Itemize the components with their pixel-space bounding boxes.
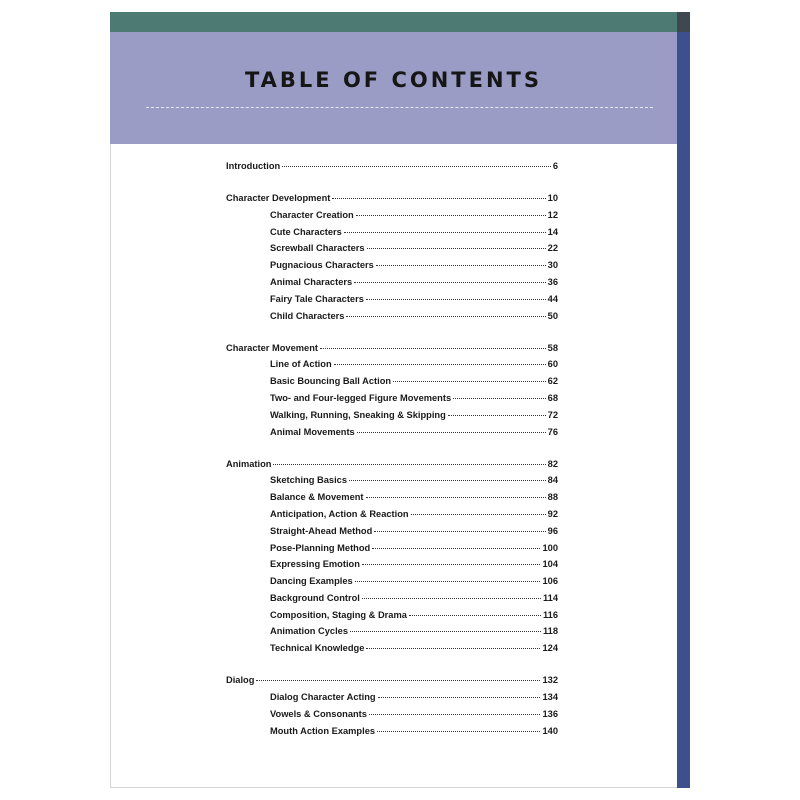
toc-section-entry [226, 675, 558, 692]
toc-entry-page-number: 82 [547, 458, 558, 469]
toc-entry-title: Character Development [226, 192, 331, 203]
dot-leader [372, 548, 540, 549]
dot-leader [367, 248, 546, 249]
toc-entry-title: Child Characters [270, 310, 345, 321]
toc-subsection-entry [226, 726, 558, 743]
toc-section-entry [226, 459, 558, 476]
dot-leader [357, 432, 546, 433]
toc-section-entry [226, 343, 558, 360]
toc-entry-page-number: 6 [552, 161, 558, 171]
toc-subsection-entry [226, 509, 558, 526]
toc-entry-title: Vowels & Consonants [270, 708, 367, 719]
toc-subsection-entry [226, 709, 558, 726]
toc-entry-title: Walking, Running, Sneaking & Skipping [270, 409, 446, 420]
toc-entry-page-number: 106 [542, 576, 558, 587]
dot-leader [346, 316, 545, 317]
toc-entry-page-number: 88 [547, 492, 558, 503]
toc-entry-page-number: 118 [543, 626, 558, 637]
dot-leader [362, 564, 541, 565]
toc-section-entry [226, 193, 558, 210]
toc-subsection-entry [226, 260, 558, 277]
toc-entry-title: Pugnacious Characters [270, 260, 374, 271]
dot-leader [366, 299, 546, 300]
dot-leader [256, 680, 540, 681]
toc-entry-title: Animation Cycles [270, 626, 349, 637]
toc-entry-title: Basic Bouncing Ball Action [270, 376, 392, 387]
toc-subsection-entry [226, 610, 558, 627]
toc-entry-page-number: 44 [547, 293, 558, 304]
dot-leader [448, 415, 546, 416]
toc-entry-page-number: 100 [542, 542, 558, 553]
toc-entry-page-number: 76 [547, 426, 558, 437]
dot-leader [376, 265, 546, 266]
toc-entry-page-number: 114 [543, 592, 558, 603]
dot-leader [369, 714, 541, 715]
toc-entry-title: Dancing Examples [270, 576, 353, 587]
toc-entry-page-number: 50 [547, 310, 558, 321]
dot-leader [355, 581, 541, 582]
toc-entry-title: Technical Knowledge [270, 643, 365, 654]
toc-entry-page-number: 124 [542, 643, 558, 654]
toc-subsection-entry [226, 626, 558, 643]
dot-leader [356, 215, 546, 216]
toc-entry-title: Mouth Action Examples [270, 725, 376, 736]
dot-leader [354, 282, 546, 283]
top-color-band [110, 12, 677, 32]
dot-leader [273, 464, 545, 465]
page-title: TABLE OF CONTENTS [244, 68, 543, 92]
toc-entry-title: Two- and Four-legged Figure Movements [270, 392, 452, 403]
dot-leader [320, 348, 546, 349]
toc-subsection-entry [226, 475, 558, 492]
toc-entry-title: Fairy Tale Characters [270, 293, 364, 304]
dot-leader [349, 480, 546, 481]
dot-leader [362, 598, 541, 599]
toc-entry-page-number: 134 [542, 692, 558, 703]
toc-subsection-entry [226, 227, 558, 244]
dot-leader [334, 364, 546, 365]
dot-leader [344, 232, 546, 233]
toc-entry-title: Expressing Emotion [270, 559, 360, 570]
toc-entry-title: Screwball Characters [270, 243, 365, 254]
toc-entry-title: Character Creation [270, 209, 354, 220]
toc-entry-page-number: 10 [547, 192, 558, 203]
toc-entry-page-number: 116 [543, 609, 558, 620]
toc-entry-page-number: 60 [547, 359, 558, 370]
toc-section-entry [226, 161, 558, 178]
toc-entry-title: Cute Characters [270, 226, 342, 237]
toc-entry-title: Animal Characters [270, 276, 353, 287]
toc-entry-title: Composition, Staging & Drama [270, 609, 407, 620]
toc-entry-page-number: 72 [547, 409, 558, 420]
toc-subsection-entry [226, 526, 558, 543]
toc-entry-title: Pose-Planning Method [270, 542, 371, 553]
dashed-divider [146, 107, 653, 108]
toc-entry-title: Animation [226, 458, 272, 469]
dot-leader [332, 198, 545, 199]
toc-subsection-entry [226, 277, 558, 294]
toc-subsection-entry [226, 692, 558, 709]
toc-entry-page-number: 68 [547, 392, 558, 403]
toc-entry-title: Sketching Basics [270, 475, 347, 486]
dot-leader [377, 731, 540, 732]
toc-entry-title: Straight-Ahead Method [270, 525, 373, 536]
toc-entry-title: Anticipation, Action & Reaction [270, 508, 409, 519]
toc-entry-page-number: 36 [547, 276, 558, 287]
toc-subsection-entry [226, 576, 558, 593]
dot-leader [366, 497, 546, 498]
toc-subsection-entry [226, 393, 558, 410]
toc-entry-page-number: 30 [547, 260, 558, 271]
dot-leader [374, 531, 545, 532]
toc-entry-page-number: 132 [542, 675, 558, 686]
toc-subsection-entry [226, 243, 558, 260]
side-color-band [677, 32, 690, 788]
toc-subsection-entry [226, 643, 558, 660]
header-band [110, 32, 677, 144]
toc-subsection-entry [226, 376, 558, 393]
toc-entry-page-number: 136 [542, 708, 558, 719]
toc-entry-page-number: 14 [547, 226, 558, 237]
toc-subsection-entry [226, 593, 558, 610]
toc-entry-title: Dialog [226, 675, 255, 686]
toc-entry-title: Dialog Character Acting [270, 692, 376, 703]
toc-subsection-entry [226, 210, 558, 227]
table-of-contents [226, 161, 558, 742]
toc-subsection-entry [226, 359, 558, 376]
toc-entry-page-number: 104 [542, 559, 558, 570]
toc-entry-page-number: 22 [547, 243, 558, 254]
dot-leader [350, 631, 541, 632]
dot-leader [409, 615, 541, 616]
toc-entry-title: Balance & Movement [270, 492, 364, 503]
toc-entry-title: Introduction [226, 161, 281, 171]
dot-leader [282, 166, 551, 167]
dot-leader [378, 697, 541, 698]
toc-subsection-entry [226, 559, 558, 576]
toc-subsection-entry [226, 427, 558, 444]
toc-entry-page-number: 92 [547, 508, 558, 519]
corner-block [677, 12, 690, 32]
toc-entry-page-number: 84 [547, 475, 558, 486]
toc-entry-page-number: 12 [547, 209, 558, 220]
dot-leader [411, 514, 546, 515]
dot-leader [366, 648, 540, 649]
toc-entry-title: Character Movement [226, 342, 318, 353]
toc-entry-page-number: 140 [542, 725, 558, 736]
toc-subsection-entry [226, 311, 558, 328]
toc-subsection-entry [226, 492, 558, 509]
toc-entry-page-number: 58 [547, 342, 558, 353]
toc-subsection-entry [226, 294, 558, 311]
toc-entry-title: Background Control [270, 592, 360, 603]
toc-entry-page-number: 62 [547, 376, 558, 387]
toc-entry-title: Line of Action [270, 359, 332, 370]
toc-entry-title: Animal Movements [270, 426, 355, 437]
toc-entry-page-number: 96 [547, 525, 558, 536]
dot-leader [453, 398, 546, 399]
toc-subsection-entry [226, 410, 558, 427]
dot-leader [393, 381, 546, 382]
toc-subsection-entry [226, 543, 558, 560]
